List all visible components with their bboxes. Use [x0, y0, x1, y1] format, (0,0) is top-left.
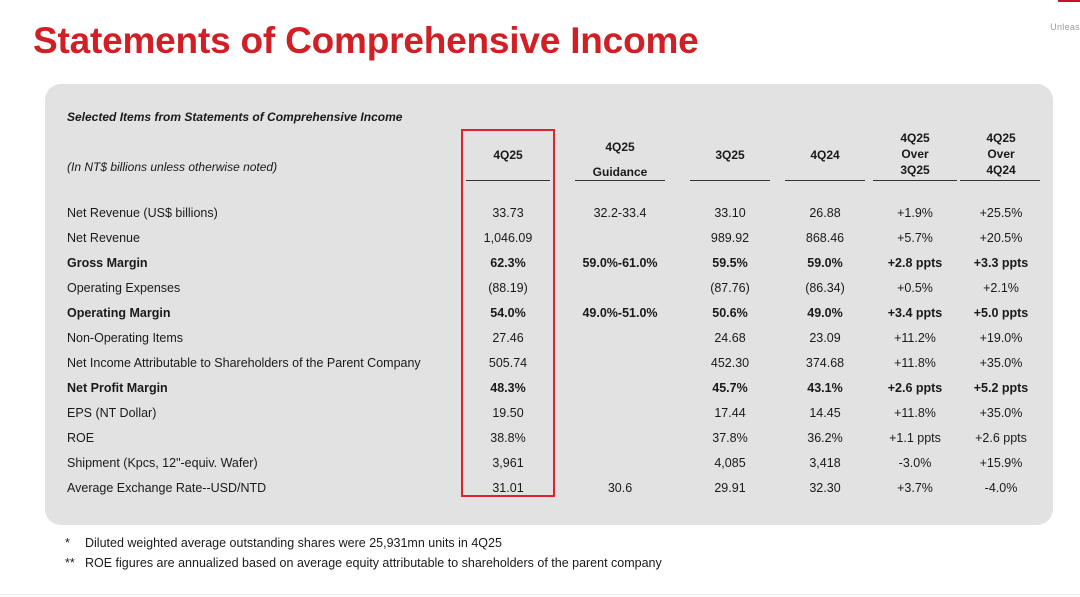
- column-header-line: Over: [987, 147, 1015, 161]
- row-label: Net Profit Margin: [67, 381, 168, 395]
- table-cell: +3.4 ppts: [887, 306, 943, 320]
- table-cell: +5.7%: [897, 231, 933, 245]
- column-header: [575, 135, 665, 185]
- table-cell: 14.45: [809, 406, 841, 420]
- row-label: Non-Operating Items: [67, 331, 184, 345]
- table-cell: 33.10: [714, 206, 746, 220]
- column-header-underline: [873, 180, 957, 181]
- table-cell: 19.50: [492, 406, 524, 420]
- table-cell: +11.8%: [894, 356, 936, 370]
- column-header-line: 4Q25: [986, 131, 1016, 145]
- table-cell: (87.76): [710, 281, 750, 295]
- table-cell: 49.0%-51.0%: [582, 306, 658, 320]
- row-label: Gross Margin: [67, 256, 148, 270]
- footnote-text: Diluted weighted average outstanding shares were 25,931mn units in 4Q25: [85, 536, 502, 550]
- table-cell: 30.6: [607, 481, 633, 495]
- table-cell: 49.0%: [807, 306, 843, 320]
- table-cell: 43.1%: [807, 381, 843, 395]
- table-cell: +0.5%: [897, 281, 933, 295]
- table-cell: +1.1 ppts: [889, 431, 941, 445]
- row-label: Net Revenue: [67, 231, 140, 245]
- column-header-underline: [960, 180, 1040, 181]
- table-cell: 36.2%: [807, 431, 843, 445]
- column-header-line: Over: [901, 147, 929, 161]
- table-cell: 24.68: [714, 331, 746, 345]
- table-caption: Selected Items from Statements of Comprehensive Income: [67, 110, 403, 124]
- table-cell: 3,418: [809, 456, 841, 470]
- table-cell: +2.8 ppts: [887, 256, 943, 270]
- column-header: [869, 130, 961, 178]
- row-label: EPS (NT Dollar): [67, 406, 157, 420]
- table-cell: 29.91: [714, 481, 746, 495]
- table-cell: 37.8%: [712, 431, 748, 445]
- row-label: Net Income Attributable to Shareholders of the Parent Company: [67, 356, 421, 370]
- table-cell: +20.5%: [979, 231, 1023, 245]
- column-header: [685, 147, 775, 163]
- table-cell: +1.9%: [897, 206, 933, 220]
- table-cell: 374.68: [805, 356, 845, 370]
- footnote-marker: *: [65, 536, 70, 550]
- brand-mark: [1058, 0, 1080, 14]
- units-note: (In NT$ billions unless otherwise noted): [67, 160, 278, 174]
- table-cell: 3,961: [492, 456, 524, 470]
- table-cell: 32.30: [809, 481, 841, 495]
- table-cell: 1,046.09: [483, 231, 533, 245]
- column-header-underline: [785, 180, 865, 181]
- table-cell: +35.0%: [979, 406, 1023, 420]
- row-label: Net Revenue (US$ billions): [67, 206, 218, 220]
- column-header-line: 3Q25: [900, 163, 930, 177]
- footnote: [65, 533, 662, 553]
- table-cell: +11.2%: [894, 331, 936, 345]
- table-cell: +11.8%: [894, 406, 936, 420]
- table-cell: -4.0%: [984, 481, 1018, 495]
- table-cell: +2.6 ppts: [975, 431, 1027, 445]
- footnotes: [65, 533, 662, 573]
- table-cell: 62.3%: [490, 256, 526, 270]
- row-label: ROE: [67, 431, 95, 445]
- table-cell: 50.6%: [712, 306, 748, 320]
- table-cell: 27.46: [492, 331, 524, 345]
- column-header-line: 4Q25: [605, 140, 635, 154]
- table-cell: 31.01: [492, 481, 524, 495]
- table-cell: +3.7%: [897, 481, 933, 495]
- column-header-underline: [690, 180, 770, 181]
- brand-text: Unleas: [1050, 22, 1080, 32]
- table-cell: 4,085: [714, 456, 746, 470]
- row-label: Operating Expenses: [67, 281, 181, 295]
- table-cell: 26.88: [809, 206, 841, 220]
- page-title: Statements of Comprehensive Income: [33, 20, 699, 61]
- table-cell: +2.6 ppts: [887, 381, 943, 395]
- table-cell: 868.46: [805, 231, 845, 245]
- table-cell: +2.1%: [983, 281, 1019, 295]
- column-header-line: 4Q25: [493, 148, 523, 162]
- table-cell: 59.0%-61.0%: [582, 256, 658, 270]
- table-cell: (86.34): [805, 281, 845, 295]
- column-header-line: 4Q24: [986, 163, 1016, 177]
- column-header: [955, 130, 1047, 178]
- table-cell: +3.3 ppts: [973, 256, 1029, 270]
- column-header-line: 3Q25: [715, 148, 745, 162]
- footnote: [65, 553, 662, 573]
- column-header-line: Guidance: [592, 165, 648, 179]
- table-cell: 59.0%: [807, 256, 843, 270]
- current-quarter-highlight: [461, 129, 555, 497]
- table-cell: 989.92: [710, 231, 750, 245]
- column-header-line: 4Q24: [810, 148, 840, 162]
- table-cell: 48.3%: [490, 381, 526, 395]
- table-cell: 38.8%: [490, 431, 526, 445]
- footnote-marker: **: [65, 556, 75, 570]
- table-cell: 45.7%: [712, 381, 748, 395]
- column-header: [780, 147, 870, 163]
- row-label: Average Exchange Rate--USD/NTD: [67, 481, 267, 495]
- table-cell: (88.19): [488, 281, 528, 295]
- table-cell: 59.5%: [712, 256, 748, 270]
- column-header-underline: [575, 180, 665, 181]
- table-cell: +15.9%: [979, 456, 1023, 470]
- table-cell: -3.0%: [898, 456, 932, 470]
- table-cell: 33.73: [492, 206, 524, 220]
- table-cell: 17.44: [714, 406, 746, 420]
- footnote-text: ROE figures are annualized based on average equity attributable to shareholders of the parent company: [85, 556, 662, 570]
- table-cell: +19.0%: [979, 331, 1023, 345]
- table-cell: +35.0%: [979, 356, 1023, 370]
- table-cell: +25.5%: [979, 206, 1023, 220]
- table-cell: 32.2-33.4: [593, 206, 647, 220]
- table-cell: 505.74: [488, 356, 528, 370]
- column-header-line: 4Q25: [900, 131, 930, 145]
- bottom-divider: [0, 594, 1080, 595]
- table-cell: 452.30: [710, 356, 750, 370]
- table-cell: 54.0%: [490, 306, 526, 320]
- table-cell: +5.2 ppts: [973, 381, 1029, 395]
- table-cell: +5.0 ppts: [973, 306, 1029, 320]
- row-label: Operating Margin: [67, 306, 171, 320]
- table-cell: 23.09: [809, 331, 841, 345]
- row-label: Shipment (Kpcs, 12"-equiv. Wafer): [67, 456, 258, 470]
